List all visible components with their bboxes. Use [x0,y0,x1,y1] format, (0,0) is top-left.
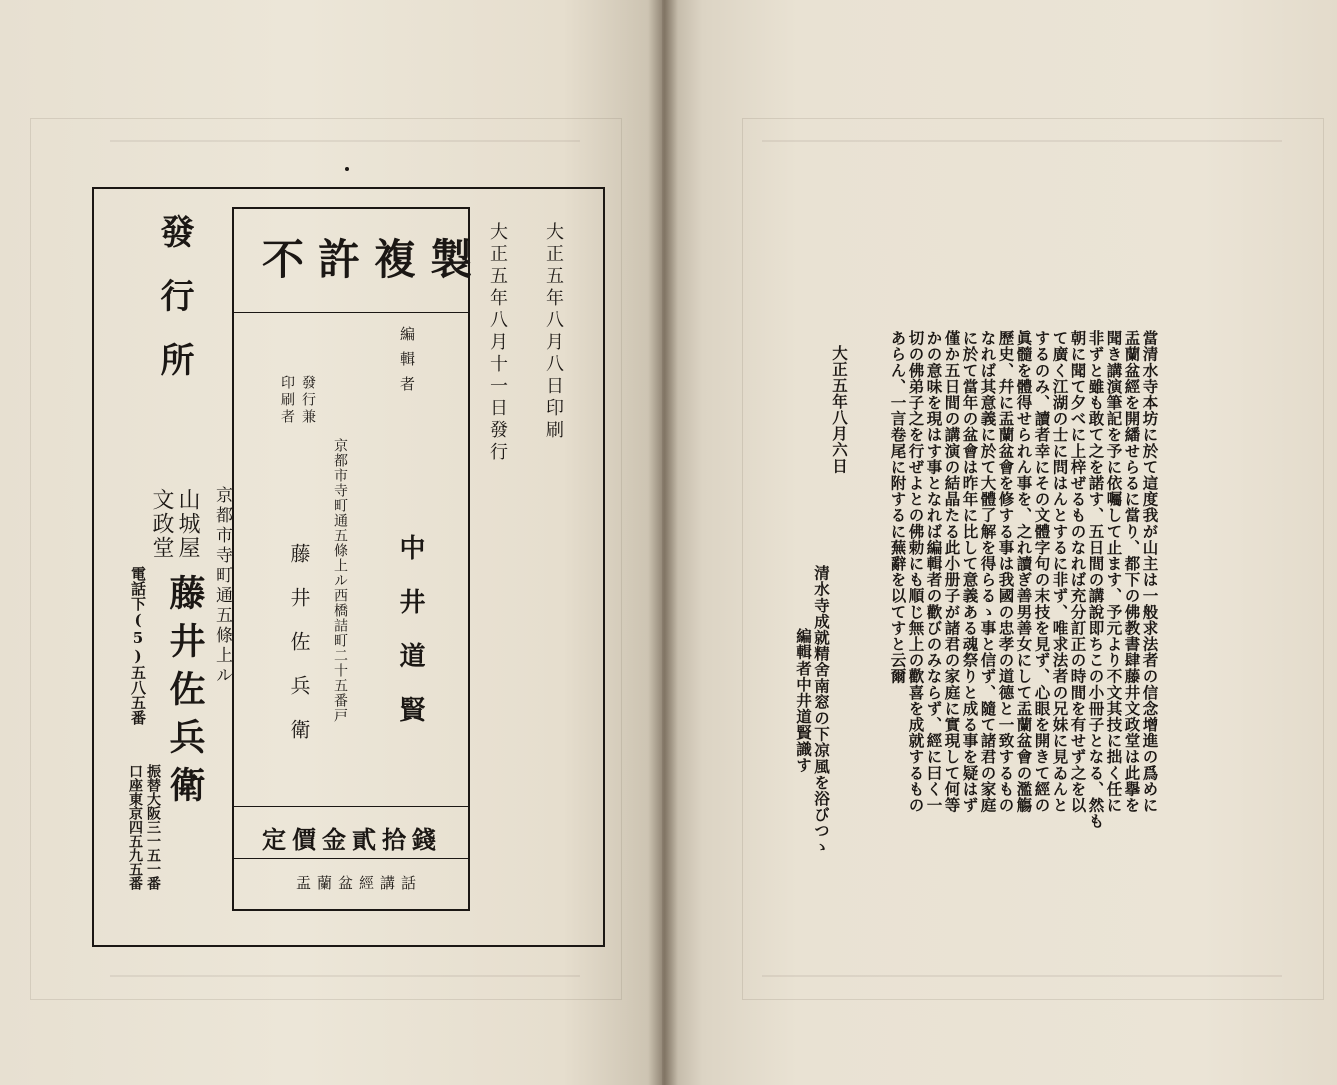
shop-name-line1: 山城屋 [175,488,200,560]
shop-owner: 藤井佐兵衛 [164,574,206,814]
preface-column: 眞髓を體得せられん事を、之れ讀ぎ善男善女にして盂蘭盆會の濫觴 [1014,330,1034,813]
book-title: 盂蘭盆經講話 [296,874,423,892]
preface-column: 歷史、幷に盂蘭盆會を修する事は我國の忠孝の道德と一致するもの [996,330,1016,813]
preface-signature-place: 清水寺成就精舍南窓の下凉風を浴びつゝ [812,565,831,855]
shop-name-line2: 文政堂 [149,488,174,560]
preface-column: 盂蘭盆經を開繙せらるに當り、都下の佛教書肆藤井文政堂は此擧を [1122,330,1142,813]
publisher-label: 發行兼 [300,375,316,426]
editor-name: 中井道賢 [395,534,425,750]
bleed-through-line [110,140,580,142]
publish-date: 大正五年八月十一日發行 [487,222,508,464]
publisher-address: 京都市寺町通五條上ル西橋詰町二十五番戸 [332,438,348,723]
ornament-dot [345,167,349,171]
preface-date: 大正五年八月六日 [830,345,849,474]
transfer-account-osaka: 振替大阪三一五一番 [145,764,161,890]
divider [232,806,470,807]
bleed-through-line [762,140,1282,142]
preface-column: 切の佛弟子之を行ぜよとの佛勅にも順じ無上の歡喜を成就するもの [906,330,926,813]
preface-column: 朝に聞て夕べに上梓ぜるものなれば充分訂正の時間を有せず之を以 [1068,330,1088,813]
print-date: 大正五年八月八日印刷 [543,222,564,442]
book-gutter [648,0,678,1085]
preface-column: あらん、一言卷尾に附するに蕪辭を以てすと云爾 [888,330,908,685]
preface-column: なれば其意義に於て大體了解を得らるゝ事と信ず、隨て諸君の家庭 [978,330,998,813]
preface-column: て廣く江湖の士に問はんとするに非ず、唯求法者の兄妹に見ゐんと [1050,330,1070,813]
bleed-through-line [110,975,580,977]
printer-label: 印刷者 [279,375,295,426]
publisher-name: 藤井佐兵衛 [287,543,311,763]
preface-column: 僅か五日間の講演の結晶たる此小册子が諸君の家庭に實現して何等 [942,330,962,813]
divider [232,858,470,859]
preface-column: 非ずと雖も敢て之を諾す、五日間の講說即ちこの小冊子となる、然も [1086,330,1106,830]
issuer-heading: 發行所 [154,214,194,406]
preface-signature: 編輯者中井道賢識す [794,628,813,773]
preface-column: かの意味を現はす事となれば編輯者の歡びのみならず、經に曰く一 [924,330,944,813]
preface-column: 當清水寺本坊に於て這度我が山主は一般求法者の信念增進の爲めに [1140,330,1160,813]
price: 定價金貳拾錢 [262,825,442,854]
preface-column: に於て當年の盆會は昨年に比して意義ある魂祭りと成る事を疑はず [960,330,980,813]
preface-column: するのみ、讀者幸にその文體字句の末技を見ず、心眼を開きて經の [1032,330,1052,813]
transfer-account-tokyo: 口座東京四五九五番 [127,764,143,890]
editor-label: 編輯者 [398,326,416,401]
preface-column: 聞き講演筆記を予に依囑して止ます、予元より不文其技に拙く任に [1104,330,1124,813]
divider [232,312,470,313]
telephone: 電話下(5)五八五番 [129,566,147,725]
no-copy-notice: 不許複製 [262,235,487,284]
shop-address: 京都市寺町通五條上ル [212,486,232,686]
bleed-through-line [762,975,1282,977]
